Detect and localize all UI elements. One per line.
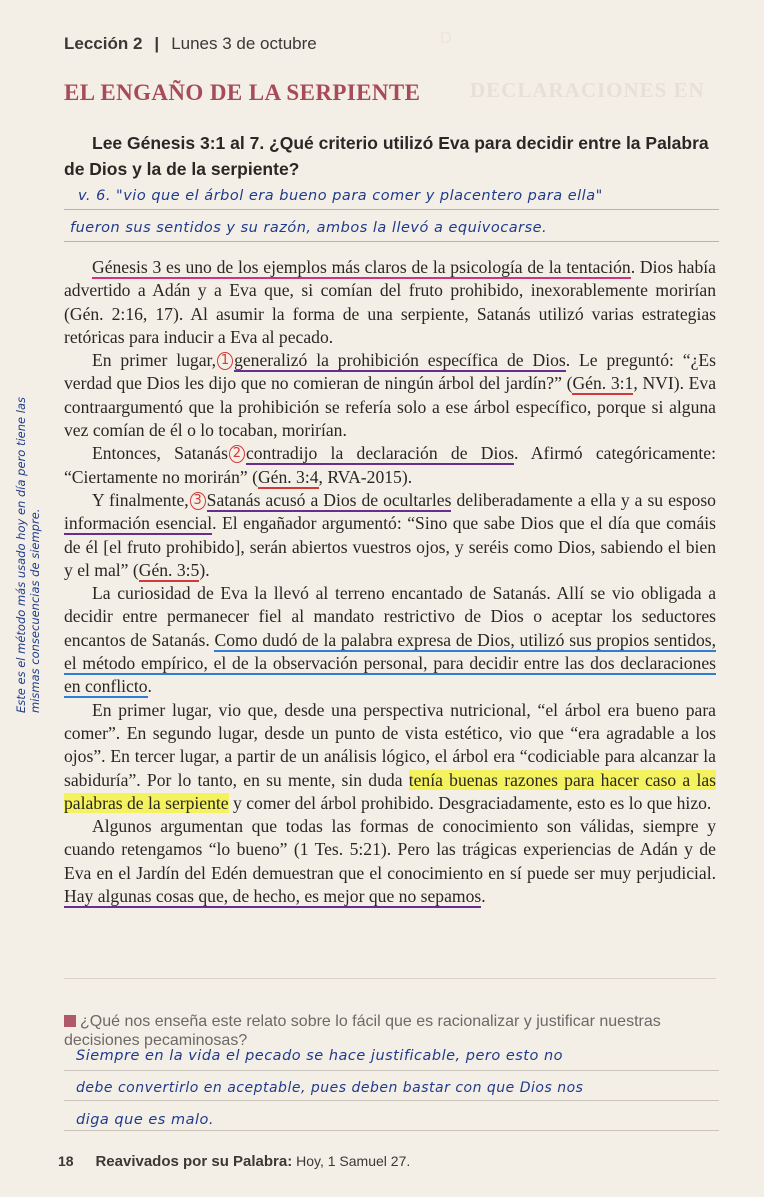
reflection-rule-1 <box>64 1070 719 1071</box>
handwritten-reflection-line-3: diga que es malo. <box>76 1112 214 1128</box>
paragraph-text: Algunos argumentan que todas las formas de conocimiento son válidas, siempre y cuando retengamos “lo bueno” (1 Tes. 5:21). Pero las trágicas experiencias de Adán y de Eva en el Jardín del Edén demuestran que el conocimiento en sí puede ser muy perjudicial. <box>64 816 716 883</box>
underlined-text: Como dudó de la palabra expresa de Dios, utilizó sus propios sentidos, el método empírico, el de la observación personal, para decidir entre las dos declaraciones en conflicto <box>64 629 716 697</box>
study-question: Lee Génesis 3:1 al 7. ¿Qué criterio utilizó Eva para decidir entre la Palabra de Dios y la de la serpiente? <box>64 133 709 179</box>
handwritten-reflection-line-1: Siempre en la vida el pecado se hace justificable, pero esto no <box>76 1048 564 1064</box>
paragraph-text: La curiosidad de Eva la llevó al terreno encantado de Satanás. Allí se vio obligada a decidir entre permanecer fiel al mandato restrictivo de Dios o aceptar los seductores encantos de Satanás. <box>64 583 716 650</box>
paragraph-text: . El engañador argumentó: “Sino que sabe Dios que el día que comáis de él [el fruto prohibido], serán abiertos vuestros ojos, y seréis como Dios, sabiendo el bien y el mal” ( <box>64 513 716 580</box>
bleed-through-label: D <box>440 30 452 47</box>
reflection-question <box>64 1012 704 1050</box>
scripture-reference: Gén. 3:4 <box>257 466 319 487</box>
margin-note-text: Este es el método más usado hoy en día pero tiene las mismas consecuencias de siempre. <box>14 396 42 713</box>
paragraph-text: , RVA-2015). <box>318 466 413 487</box>
underlined-text: generalizó la prohibición específica de Dios <box>234 350 566 371</box>
scripture-reference: Gén. 3:1 <box>572 373 634 394</box>
paragraph-text: En primer lugar, vio que, desde una perspectiva nutricional, “el árbol era bueno para comer”. En segundo lugar, desde un punto de vista estético, vio que “era agradable a los ojos”. En tercer lugar, a partir de un análisis lógico, el árbol era “codiciable para alcanzar la sabiduría”. Por lo tanto, en su mente, sin duda <box>64 699 716 790</box>
paragraph-text: . Le preguntó: “¿Es verdad que Dios les dijo que no comieran de ningún árbol del jardín?” ( <box>64 350 716 394</box>
paragraph-4 <box>64 489 716 582</box>
circled-number: 3 <box>190 492 206 510</box>
reflection-question-text: ¿Qué nos enseña este relato sobre lo fácil que es racionalizar y justificar nuestras decisiones pecaminosas? <box>64 1013 661 1049</box>
underlined-text: Satanás acusó a Dios de ocultarles <box>206 489 452 510</box>
paragraph-text: y comer del árbol prohibido. Desgraciadamente, esto es lo que hizo. <box>228 792 712 813</box>
daily-reading: Hoy, 1 Samuel 27. <box>296 1153 411 1169</box>
paragraph-6 <box>64 699 716 815</box>
paragraph-text: Y finalmente, <box>92 489 189 510</box>
header-separator: | <box>154 34 160 53</box>
answer-rule-2 <box>64 241 719 242</box>
paragraph-text: , NVI). Eva contraargumentó que la prohibición se refería solo a ese árbol específico, porque si alguna vez comían de él o lo tocaban, morirían. <box>64 373 717 441</box>
paragraph-text: . Dios había advertido a Adán y a Eva que, si comían del fruto prohibido, inexorablemente morirían (Gén. 2:16, 17). Al asumir la forma de una serpiente, Satanás utilizó varias estrategias retóricas para inducir a Eva al pecado. <box>64 257 716 347</box>
underlined-text: Génesis 3 es uno de los ejemplos más claros de la psicología de la tentación <box>92 257 631 277</box>
paragraph-1 <box>64 256 716 349</box>
paragraph-text: . <box>147 676 152 697</box>
circled-number: 1 <box>217 352 233 370</box>
circled-number: 2 <box>229 445 245 463</box>
square-bullet-icon <box>64 1015 76 1027</box>
paragraph-text: deliberadamente a ella y a su esposo <box>451 489 716 510</box>
lesson-body <box>64 256 716 908</box>
paragraph-3 <box>64 442 716 489</box>
margin-note <box>8 395 56 715</box>
paragraph-7 <box>64 815 716 908</box>
paragraph-2 <box>64 349 716 442</box>
lesson-date: Lunes 3 de octubre <box>171 34 317 53</box>
underlined-text: información esencial <box>64 513 213 534</box>
page-footer <box>58 1153 410 1170</box>
paragraph-text: En primer lugar, <box>92 350 217 371</box>
page-number: 18 <box>58 1153 74 1169</box>
paragraph-5 <box>64 582 716 698</box>
underlined-text: Hay algunas cosas que, de hecho, es mejor que no sepamos <box>64 886 482 907</box>
paragraph-text: . Afirmó categóricamente: “Ciertamente no morirán” ( <box>64 443 716 487</box>
page-title: EL ENGAÑO DE LA SERPIENTE <box>64 80 421 105</box>
handwritten-answer-line-2: fueron sus sentidos y su razón, ambos la llevó a equivocarse. <box>70 220 548 236</box>
answer-rule-1 <box>64 209 719 210</box>
paragraph-text: ). <box>199 559 210 580</box>
bleed-through-heading: DECLARACIONES EN <box>470 78 705 102</box>
publication-title: Reavivados por su Palabra: <box>95 1153 293 1170</box>
highlighted-text: tenía buenas razones para hacer caso a las palabras de la serpiente <box>64 769 716 813</box>
handwritten-reflection-line-2: debe convertirlo en aceptable, pues deben bastar con que Dios nos <box>76 1080 584 1096</box>
reflection-rule-3 <box>64 1130 719 1131</box>
section-divider <box>64 978 716 979</box>
paragraph-text: . <box>481 886 486 907</box>
scripture-reference: Gén. 3:5 <box>138 559 200 580</box>
reflection-rule-2 <box>64 1100 719 1101</box>
lesson-label: Lección 2 <box>64 34 143 53</box>
paragraph-text: Entonces, Satanás <box>92 443 228 464</box>
underlined-text: contradijo la declaración de Dios <box>245 443 515 464</box>
page-header <box>64 34 317 54</box>
handwritten-answer-line-1: v. 6. "vio que el árbol era bueno para comer y placentero para ella" <box>78 188 603 204</box>
